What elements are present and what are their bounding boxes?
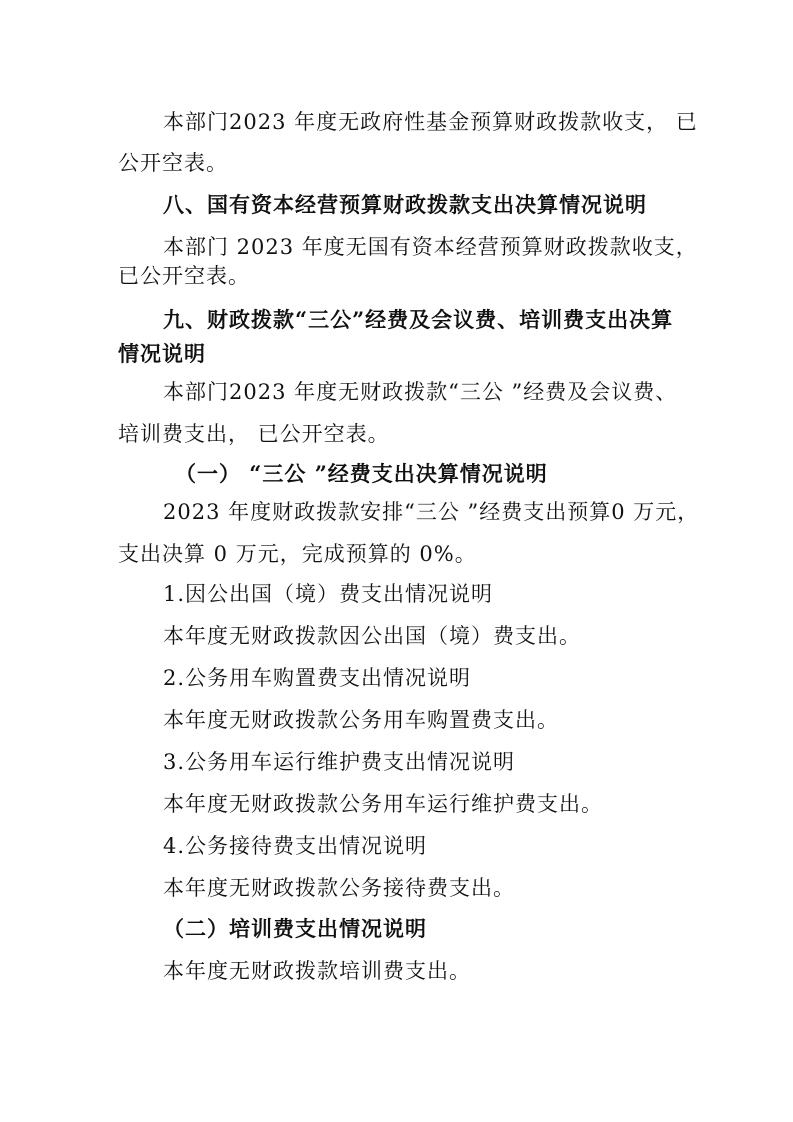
paragraph-line: 2023 年度财政拨款安排“三公 ”经费支出预算0 万元， [163, 500, 700, 524]
paragraph-line: 支出决算 0 万元，完成预算的 0%。 [118, 542, 477, 566]
paragraph-line: 本部门2023 年度无财政拨款“三公 ”经费及会议费、 [163, 380, 678, 404]
item-title: 2.公务用车购置费支出情况说明 [163, 666, 472, 690]
paragraph-line: 培训费支出， 已公开空表。 [118, 422, 390, 446]
item-title: 4.公务接待费支出情况说明 [163, 834, 428, 858]
item-text: 本年度无财政拨款公务接待费支出。 [163, 876, 515, 900]
paragraph-line: 本部门 2023 年度无国有资本经营预算财政拨款收支， [163, 235, 698, 259]
section-heading: 九、财政拨款“三公”经费及会议费、培训费支出决算 [163, 307, 674, 332]
paragraph-line: 本年度无财政拨款培训费支出。 [163, 959, 471, 983]
item-text: 本年度无财政拨款公务用车购置费支出。 [163, 708, 559, 732]
subsection-heading: （二）培训费支出情况说明 [163, 916, 427, 941]
item-text: 本年度无财政拨款因公出国（境）费支出。 [163, 624, 581, 648]
item-title: 3.公务用车运行维护费支出情况说明 [163, 750, 516, 774]
item-title: 1.因公出国（境）费支出情况说明 [163, 582, 494, 606]
item-text: 本年度无财政拨款公务用车运行维护费支出。 [163, 792, 603, 816]
section-heading: 八、国有资本经营预算财政拨款支出决算情况说明 [163, 192, 647, 217]
paragraph-line: 已公开空表。 [118, 264, 250, 288]
paragraph-line: 公开空表。 [118, 151, 228, 175]
subsection-heading: （一） “三公 ”经费支出决算情况说明 [175, 461, 548, 486]
paragraph-line: 本部门2023 年度无政府性基金预算财政拨款收支， 已 [163, 110, 698, 134]
section-heading: 情况说明 [118, 341, 206, 366]
